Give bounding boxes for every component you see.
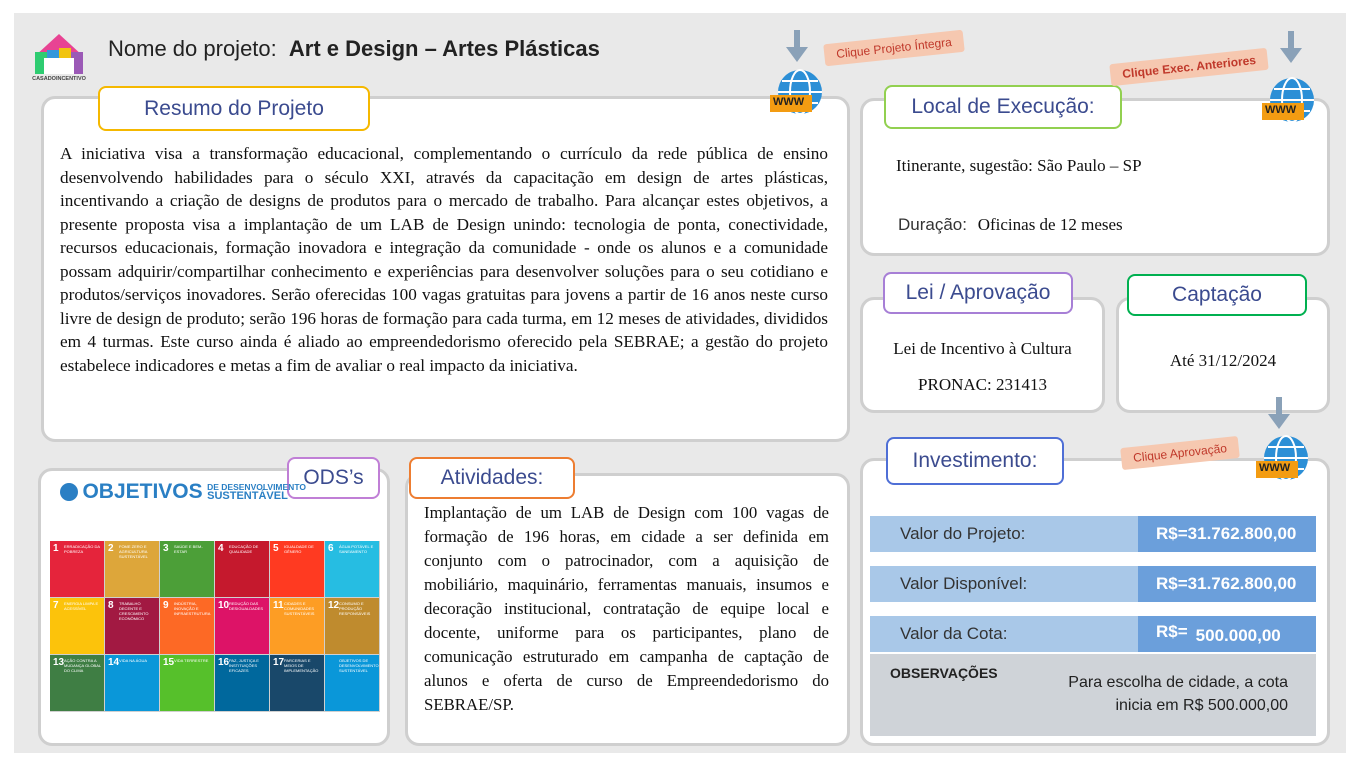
duration-label: Duração: bbox=[898, 215, 967, 234]
valor-disponivel-label: Valor Disponível: bbox=[870, 566, 1138, 602]
resumo-title-text: Resumo do Projeto bbox=[144, 96, 324, 120]
sdg-tile-number: 16 bbox=[218, 657, 230, 668]
sdg-tile bbox=[50, 655, 104, 711]
ods-puzzle bbox=[50, 541, 380, 712]
valor-cota-label: Valor da Cota: bbox=[870, 616, 1138, 652]
sdg-tile bbox=[270, 541, 324, 597]
atividades-title bbox=[409, 457, 575, 499]
globe-www-icon[interactable] bbox=[770, 68, 824, 123]
local-location: Itinerante, sugestão: São Paulo – SP bbox=[896, 156, 1142, 175]
down-arrow-icon bbox=[785, 30, 809, 69]
project-name: Art e Design – Artes Plásticas bbox=[288, 36, 600, 61]
captacao-value: Até 31/12/2024 bbox=[1169, 351, 1277, 370]
sdg-tile-number: 5 bbox=[273, 543, 279, 554]
logo-text: CASADOINCENTIVO bbox=[32, 76, 86, 82]
www-label: WWW bbox=[773, 96, 805, 108]
sdg-tile-number: 3 bbox=[163, 543, 169, 554]
sdg-tile-label: SAÚDE E BEM-ESTAR bbox=[174, 544, 203, 554]
lei-title-text: Lei / Aprovação bbox=[905, 281, 1051, 304]
sdg-tile bbox=[105, 655, 159, 711]
valor-projeto-label: Valor do Projeto: bbox=[870, 516, 1138, 552]
sdg-tile bbox=[160, 655, 214, 711]
sdg-tile-number: 17 bbox=[273, 657, 285, 668]
page-title bbox=[108, 36, 600, 62]
sdg-tile-label: PARCERIAS E MEIOS DE IMPLEMENTAÇÃO bbox=[284, 658, 319, 673]
resumo-title bbox=[98, 86, 370, 131]
project-label: Nome do projeto: bbox=[108, 36, 277, 61]
sdg-tile bbox=[215, 541, 269, 597]
atividades-text: Implantação de um LAB de Design com 100 vagas de formação de 196 horas, em cidade a ser definida em conjunto com o patrocinador, com a aquisição de mobiliário, maquinário, ferramentas manuais, insumos e decoração institucional, contratação de equipe local e docente, uniforme para os participantes, plano de comunicação estruturado em campanha de captação de alunos e oferta de curso de Empreendedorismo do SEBRAE/SP. bbox=[424, 503, 829, 714]
sdg-tile bbox=[325, 655, 379, 711]
sdg-tile-label: INDÚSTRIA, INOVAÇÃO E INFRAESTRUTURA bbox=[174, 601, 211, 616]
sdg-tile-label: ENERGIA LIMPA E ACESSÍVEL bbox=[64, 601, 99, 611]
sdg-tile-label: REDUÇÃO DAS DESIGUALDADES bbox=[229, 601, 264, 611]
sdg-tile-number: 6 bbox=[328, 543, 334, 554]
resumo-text: A iniciativa visa a transformação educacional, complementando o currículo da rede pública de ensino desenvolvendo habilidades para o século XXI, através da capacitação em design de artes plásticas, incentivando a criação de designs de produtos para o mercado de trabalho. Para alcançar estes objetivos, a presente proposta visa a implantação de um LAB de Design unindo: tecnologia de ponta, conectividade, recursos educacionais, formação inovadora e integração da comunidade - onde os alunos e a comunidade possam adquirir/compartilhar conhecimento e experiências para desenvolver soluções para o seu cotidiano e produtos/serviços inovadores. Serão oferecidas 100 vagas gratuitas para jovens a partir de 16 anos neste curso livre de design de produto; serão 196 horas de formação para cada turma, em 12 meses de atividades, divididos em 4 turmas. Este curso ainda é aliado ao empreendedorismo oferecido pela SEBRAE; a gestão do projeto estabelece indicadores e metas a fim de avaliar o real impacto da iniciativa. bbox=[60, 144, 828, 375]
sdg-tile-number: 7 bbox=[53, 600, 59, 611]
sdg-tile-number: 4 bbox=[218, 543, 224, 554]
valor-disponivel-value: R$=31.762.800,00 bbox=[1138, 566, 1316, 602]
sdg-tile-label: AÇÃO CONTRA A MUDANÇA GLOBAL DO CLIMA bbox=[64, 658, 101, 673]
valor-projeto-value: R$=31.762.800,00 bbox=[1138, 516, 1316, 552]
sdg-tile-label: PAZ, JUSTIÇA E INSTITUIÇÕES EFICAZES bbox=[229, 658, 259, 673]
ods-banner-sub1: DE DESENVOLVIMENTO bbox=[207, 482, 306, 492]
ods-banner-main: OBJETIVOS bbox=[82, 480, 203, 503]
sdg-tile bbox=[50, 541, 104, 597]
sdg-tile-label: IGUALDADE DE GÊNERO bbox=[284, 544, 314, 554]
sdg-tile-label: VIDA TERRESTRE bbox=[174, 658, 209, 663]
ods-banner-sub2: SUSTENTÁVEL bbox=[207, 490, 288, 502]
un-emblem-icon bbox=[60, 483, 78, 501]
sdg-tile bbox=[270, 655, 324, 711]
sdg-tile bbox=[105, 541, 159, 597]
sdg-tile bbox=[160, 598, 214, 654]
sdg-tile-label: CONSUMO E PRODUÇÃO RESPONSÁVEIS bbox=[339, 601, 371, 616]
sdg-tile-number: 8 bbox=[108, 600, 114, 611]
sdg-tile-label: OBJETIVOS DE DESENVOLVIMENTO SUSTENTÁVEL bbox=[339, 658, 379, 673]
investimento-title bbox=[886, 437, 1064, 485]
down-arrow-icon bbox=[1267, 397, 1291, 436]
observacoes-line2: inicia em R$ 500.000,00 bbox=[1115, 697, 1288, 714]
local-duration bbox=[898, 215, 1123, 235]
local-title-text: Local de Execução: bbox=[911, 95, 1095, 118]
sdg-tile-label: ÁGUA POTÁVEL E SANEAMENTO bbox=[339, 544, 374, 554]
sdg-tile-number: 9 bbox=[163, 600, 169, 611]
link-projeto-integra[interactable]: Clique Projeto Íntegra bbox=[823, 30, 965, 67]
link-exec-anteriores[interactable]: Clique Exec. Anteriores bbox=[1109, 48, 1269, 86]
sdg-tile-label: TRABALHO DECENTE E CRESCIMENTO ECONÔMICO bbox=[119, 601, 149, 621]
captacao-title bbox=[1127, 274, 1307, 316]
sdg-tile-label: CIDADES E COMUNIDADES SUSTENTÁVEIS bbox=[284, 601, 315, 616]
sdg-tile-number: 15 bbox=[163, 657, 175, 668]
sdg-tile-label: EDUCAÇÃO DE QUALIDADE bbox=[229, 544, 259, 554]
sdg-tile-number: 13 bbox=[53, 657, 65, 668]
sdg-tile-label: FOME ZERO E AGRICULTURA SUSTENTÁVEL bbox=[119, 544, 148, 559]
lei-title bbox=[883, 272, 1073, 314]
sdg-tile bbox=[215, 598, 269, 654]
lei-line1: Lei de Incentivo à Cultura bbox=[893, 339, 1072, 358]
sdg-tile bbox=[270, 598, 324, 654]
sdg-tile bbox=[325, 598, 379, 654]
sdg-tile bbox=[105, 598, 159, 654]
lei-pronac: PRONAC: 231413 bbox=[918, 375, 1047, 394]
www-label: WWW bbox=[1265, 104, 1297, 116]
logo bbox=[30, 30, 88, 86]
investimento-title-text: Investimento: bbox=[912, 449, 1038, 472]
local-title bbox=[884, 85, 1122, 129]
ods-banner bbox=[60, 480, 306, 508]
down-arrow-icon bbox=[1279, 31, 1303, 70]
sdg-tile bbox=[325, 541, 379, 597]
globe-www-icon[interactable] bbox=[1256, 434, 1310, 489]
sdg-tile bbox=[215, 655, 269, 711]
valor-cota-prefix: R$= bbox=[1156, 622, 1188, 641]
sdg-tile-number: 11 bbox=[273, 600, 284, 611]
observacoes-label: OBSERVAÇÕES bbox=[890, 665, 998, 681]
globe-www-icon[interactable] bbox=[1262, 76, 1316, 131]
duration-value: Oficinas de 12 meses bbox=[977, 215, 1123, 234]
valor-cota-amount: 500.000,00 bbox=[1195, 626, 1281, 645]
sdg-tile bbox=[50, 598, 104, 654]
valor-cota-value bbox=[1138, 616, 1316, 652]
www-label: WWW bbox=[1259, 462, 1291, 474]
ods-title-text: ODS’s bbox=[303, 466, 364, 489]
observacoes-line1: Para escolha de cidade, a cota bbox=[1068, 674, 1288, 691]
sdg-tile-number: 1 bbox=[53, 543, 59, 554]
sdg-tile bbox=[160, 541, 214, 597]
link-aprovacao[interactable]: Clique Aprovação bbox=[1120, 436, 1240, 470]
sdg-tile-number: 2 bbox=[108, 543, 114, 554]
sdg-tile-number: 10 bbox=[218, 600, 230, 611]
sdg-tile-label: VIDA NA ÁGUA bbox=[119, 658, 148, 663]
atividades-title-text: Atividades: bbox=[440, 466, 544, 489]
sdg-tile-number: 14 bbox=[108, 657, 120, 668]
sdg-tile-number: 12 bbox=[328, 600, 340, 611]
sdg-tile-label: ERRADICAÇÃO DA POBREZA bbox=[64, 544, 100, 554]
captacao-title-text: Captação bbox=[1172, 283, 1262, 306]
